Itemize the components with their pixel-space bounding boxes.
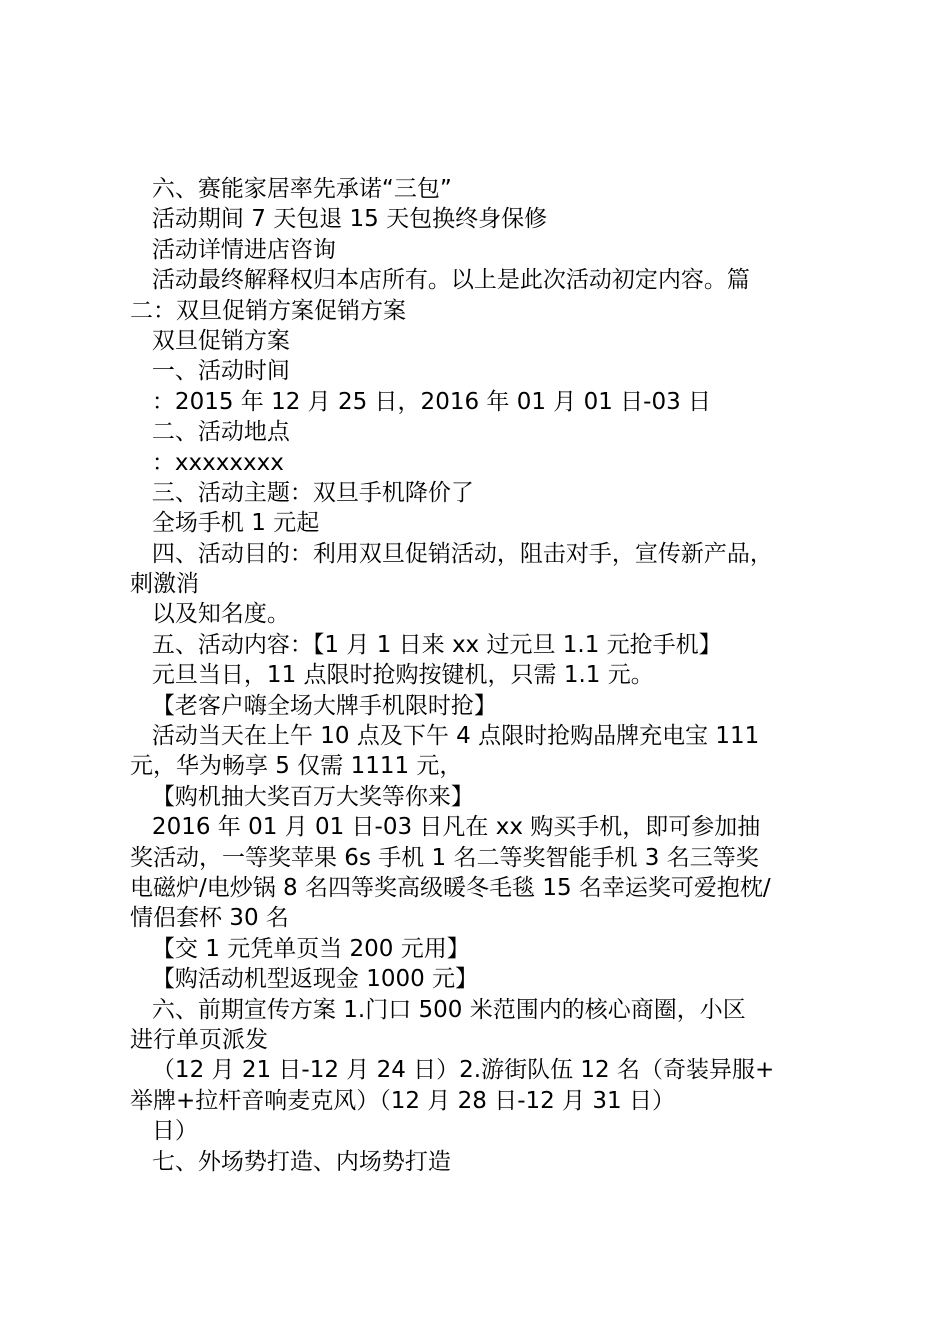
text-line: 活动详情进店咨询: [130, 236, 336, 263]
text-line: 情侣套杯 30 名: [130, 905, 289, 932]
text-line: 活动期间 7 天包退 15 天包换终身保修: [130, 206, 548, 233]
text-line: 【老客户嗨全场大牌手机限时抢】: [130, 692, 497, 719]
text-line: 一、活动时间: [130, 358, 290, 385]
text-line: 四、活动目的：利用双旦促销活动，阻击对手，宣传新产品，: [130, 540, 773, 567]
text-line: （12 月 21 日-12 月 24 日）2.游街队伍 12 名（奇装异服+: [130, 1057, 775, 1084]
text-line: 七、外场势打造、内场势打造: [130, 1148, 451, 1175]
text-line: 全场手机 1 元起: [130, 510, 320, 537]
text-line: ：xxxxxxxx: [130, 449, 284, 476]
text-line: 举牌+拉杆音响麦克风）（12 月 28 日-12 月 31 日）: [130, 1087, 676, 1114]
text-line: 进行单页派发: [130, 1026, 268, 1053]
text-line: 元，华为畅享 5 仅需 1111 元，: [130, 753, 463, 780]
text-line: 以及知名度。: [130, 601, 290, 628]
text-line: 六、赛能家居率先承诺“三包”: [130, 176, 452, 202]
text-line: 元旦当日，11 点限时抢购按键机，只需 1.1 元。: [130, 662, 654, 689]
text-line: 双旦促销方案: [130, 327, 290, 354]
text-line: 【购活动机型返现金 1000 元】: [130, 966, 479, 993]
text-line: 刺激消: [130, 571, 199, 598]
document-body: [130, 174, 830, 1177]
text-line: 电磁炉/电炒锅 8 名四等奖高级暖冬毛毯 15 名幸运奖可爱抱枕/: [130, 874, 771, 901]
text-line: 奖活动，一等奖苹果 6s 手机 1 名二等奖智能手机 3 名三等奖: [130, 844, 759, 871]
text-line: 三、活动主题：双旦手机降价了: [130, 479, 474, 506]
text-line: 五、活动内容：【1 月 1 日来 xx 过元旦 1.1 元抢手机】: [130, 631, 722, 658]
text-line: 【购机抽大奖百万大奖等你来】: [130, 783, 474, 810]
text-line: 二：双旦促销方案促销方案: [130, 297, 406, 324]
text-line: 【交 1 元凭单页当 200 元用】: [130, 935, 470, 962]
text-line: 二、活动地点: [130, 419, 290, 446]
text-line: ：2015 年 12 月 25 日，2016 年 01 月 01 日-03 日: [130, 388, 712, 415]
text-line: 2016 年 01 月 01 日-03 日凡在 xx 购买手机，即可参加抽: [130, 814, 761, 841]
text-line: 活动最终解释权归本店所有。以上是此次活动初定内容。篇: [130, 267, 750, 294]
text-line: 日）: [130, 1118, 198, 1145]
text-line: 活动当天在上午 10 点及下午 4 点限时抢购品牌充电宝 111: [130, 723, 760, 750]
text-line: 六、前期宣传方案 1.门口 500 米范围内的核心商圈，小区: [130, 996, 746, 1023]
